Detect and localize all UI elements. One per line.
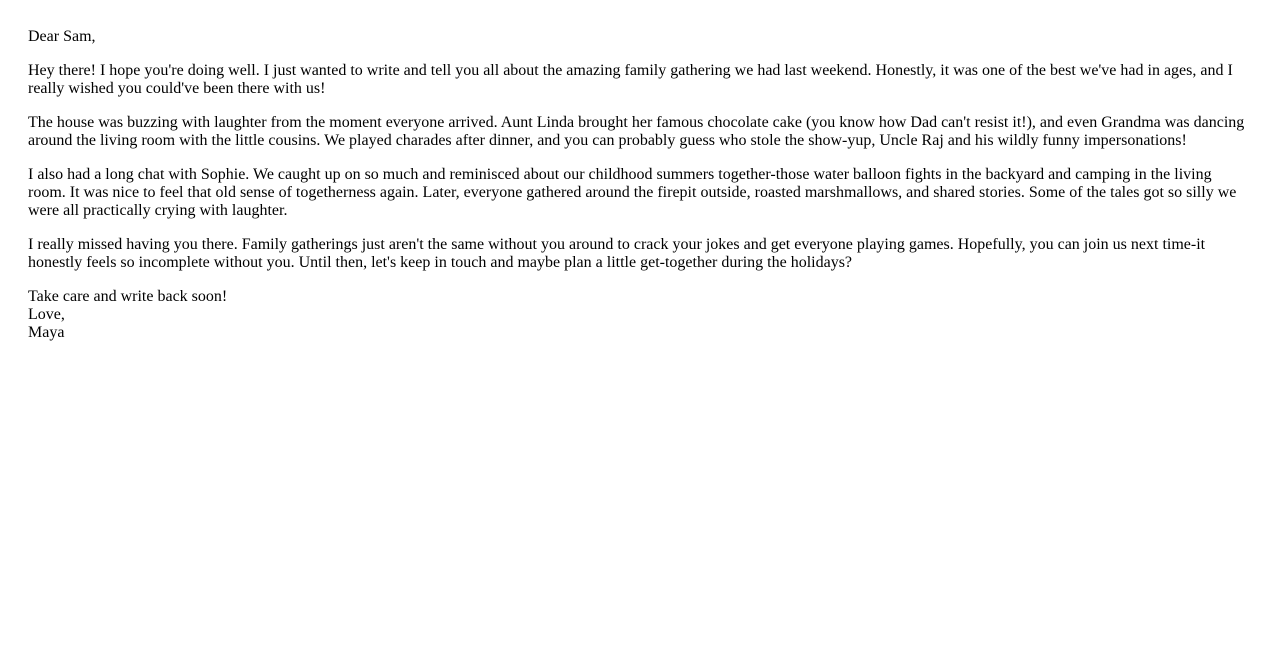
letter-paragraph: I really missed having you there. Family gatherings just aren't the same without you around to crack your jokes and get everyone playing games. Hopefully, you can join us next time-it honestly feels so incomplete without you. Until then, let's keep in touch and maybe plan a little get-together during the holidays?	[28, 236, 1206, 271]
letter-greeting: Dear Sam,	[28, 28, 96, 45]
letter-closing: Take care and write back soon!	[28, 288, 228, 305]
letter-signoff: Love,	[28, 306, 65, 323]
letter-paragraph: The house was buzzing with laughter from the moment everyone arrived. Aunt Linda brought her famous chocolate cake (you know how Dad can't resist it!), and even Grandma was dancing around the living room with the little cousins. We played charades after dinner, and you can probably guess who stole the show-yup, Uncle Raj and his wildly funny impersonations!	[28, 114, 1245, 149]
letter-signature: Maya	[28, 324, 65, 341]
letter-closing-block	[28, 288, 1250, 342]
letter-body	[28, 28, 1250, 358]
letter-paragraph: Hey there! I hope you're doing well. I just wanted to write and tell you all about the amazing family gathering we had last weekend. Honestly, it was one of the best we've had in ages, and I really wished you could've been there with us!	[28, 62, 1233, 97]
letter-paragraph: I also had a long chat with Sophie. We caught up on so much and reminisced about our childhood summers together-those water balloon fights in the backyard and camping in the living room. It was nice to feel that old sense of togetherness again. Later, everyone gathered around the firepit outside, roasted marshmallows, and shared stories. Some of the tales got so silly we were all practically crying with laughter.	[28, 166, 1237, 219]
